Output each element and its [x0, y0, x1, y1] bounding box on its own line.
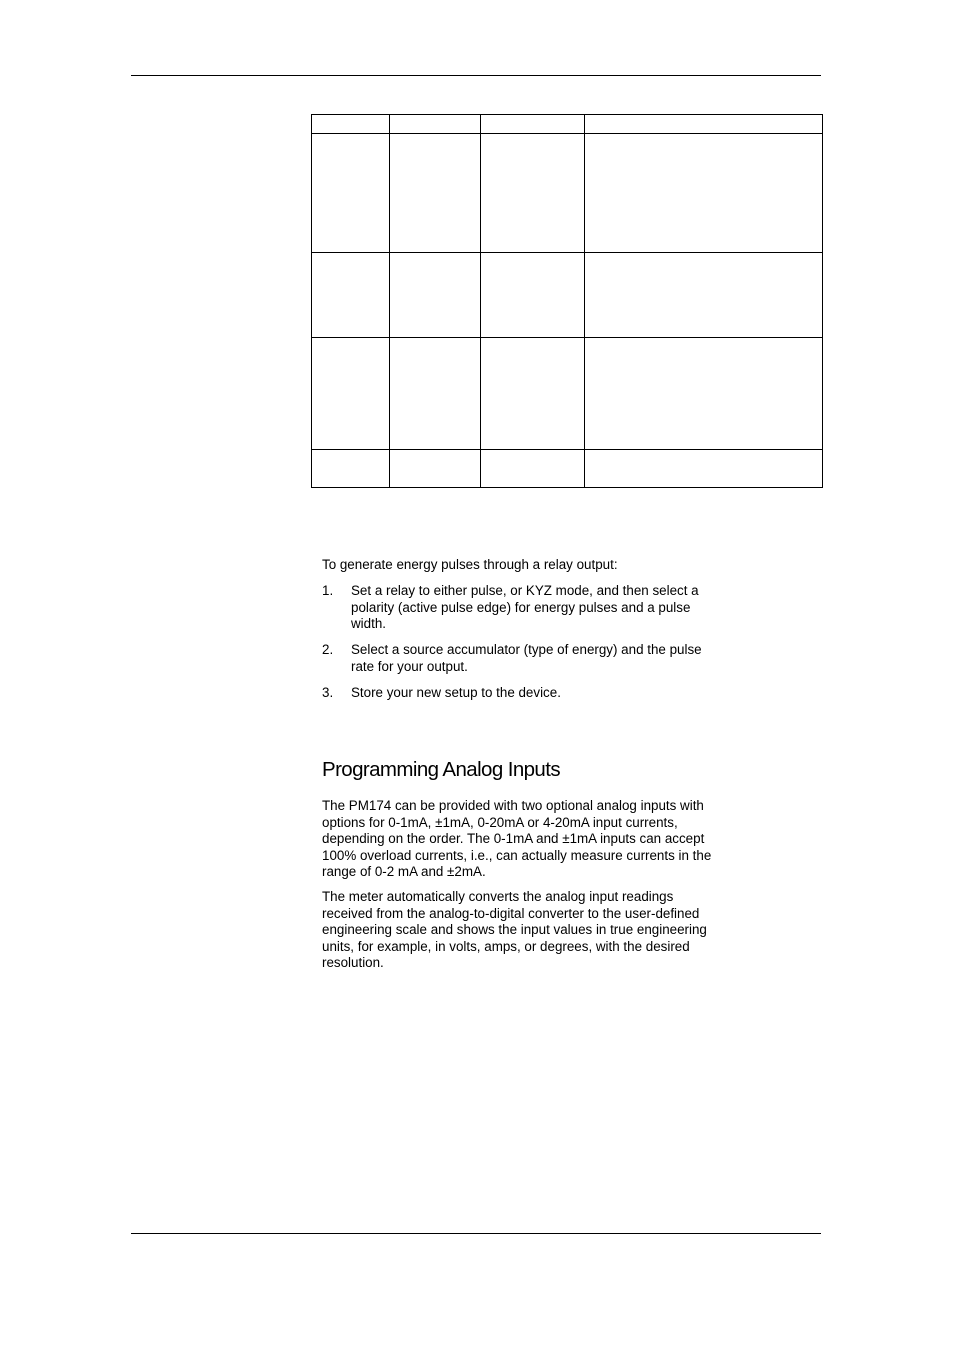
body-paragraph: The meter automatically converts the analog input readings received from the analog-to-digital converter to the user-defined engineering scale and shows the input values in true engineering units, for example, in volts, amps, or degrees, with the desired resolution. — [322, 889, 707, 970]
table-cell — [390, 115, 481, 134]
step-text: Set a relay to either pulse, or KYZ mode, and then select a polarity (active pulse edge) for energy pulses and a pulse width. — [351, 583, 699, 631]
table-cell — [390, 253, 481, 338]
table-row — [312, 338, 823, 450]
step-text: Store your new setup to the device. — [351, 684, 561, 700]
list-item — [322, 642, 722, 675]
table-cell — [481, 115, 584, 134]
table-cell — [584, 253, 823, 338]
step-number: 1. — [322, 583, 334, 598]
table-cell — [390, 338, 481, 450]
table-cell — [584, 450, 823, 488]
step-number: 2. — [322, 642, 334, 657]
table-cell — [584, 134, 823, 253]
table-row — [312, 134, 823, 253]
table-cell — [584, 338, 823, 450]
table-cell — [481, 338, 584, 450]
table-cell — [312, 134, 390, 253]
section-heading: Programming Analog Inputs — [322, 758, 560, 781]
step-number: 3. — [322, 684, 334, 700]
step-text: Select a source accumulator (type of energy) and the pulse rate for your output. — [351, 642, 702, 674]
table-cell — [481, 253, 584, 338]
table-cell — [584, 115, 823, 134]
table-cell — [390, 134, 481, 253]
table-cell — [312, 338, 390, 450]
list-item — [322, 685, 722, 702]
table-cell — [481, 134, 584, 253]
footer-rule — [131, 1233, 821, 1234]
procedure-intro: To generate energy pulses through a relay output: — [322, 557, 618, 572]
table-header-row — [312, 115, 823, 134]
table-cell — [390, 450, 481, 488]
table-cell — [481, 450, 584, 488]
table-cell — [312, 115, 390, 134]
list-item — [322, 583, 722, 633]
procedure-steps — [322, 583, 722, 711]
parameter-table — [311, 114, 823, 488]
table-cell — [312, 450, 390, 488]
table-cell — [312, 253, 390, 338]
header-rule — [131, 75, 821, 76]
table-row — [312, 253, 823, 338]
body-paragraph: The PM174 can be provided with two optional analog inputs with options for 0-1mA, ±1mA, 0-20mA or 4-20mA input currents, depending on the order. The 0-1mA and ±1mA inputs can accept 100% overload currents, i.e., can actually measure currents in the range of 0-2 mA and ±2mA. — [322, 798, 712, 879]
table-row — [312, 450, 823, 488]
